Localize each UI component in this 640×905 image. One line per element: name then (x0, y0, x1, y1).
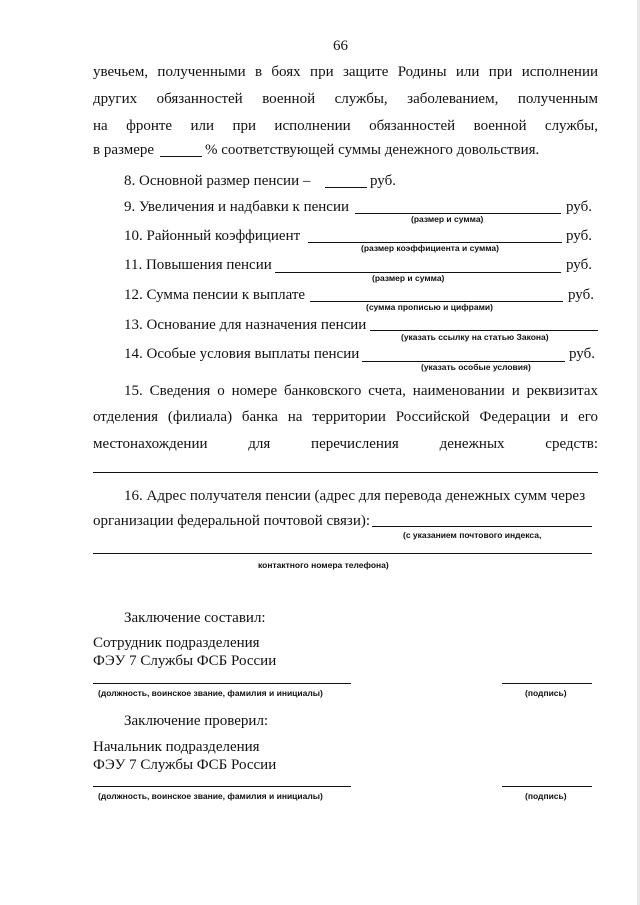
item-9-caption: (размер и сумма) (411, 214, 484, 224)
intro-line-4-suffix: % соответствующей суммы денежного довольствия. (205, 142, 540, 158)
item-12-caption: (сумма прописью и цифрами) (366, 302, 493, 312)
intro-line-1: увечьем, полученными в боях при защите Родины или при исполнении (93, 64, 598, 80)
checked-line-2: ФЭУ 7 Службы ФСБ России (93, 757, 277, 773)
page-number: 66 (333, 38, 348, 54)
item-13-field-line[interactable] (370, 330, 598, 331)
intro-line-3: на фронте или при исполнении обязанностей военной службы, (93, 118, 598, 134)
item-12-unit: руб. (568, 287, 594, 303)
item-10-label: 10. Районный коэффициент (124, 228, 301, 244)
checked-line-1: Начальник подразделения (93, 739, 260, 755)
item-11-label: 11. Повышения пенсии (124, 257, 272, 273)
intro-line-2: других обязанностей военной службы, заболеванием, полученным (93, 91, 598, 107)
item-11-caption: (размер и сумма) (372, 273, 445, 283)
item-15-line-3: местонахождении для перечисления денежных средств: (93, 436, 598, 452)
checked-caption-left: (должность, воинское звание, фамилия и инициалы) (98, 791, 323, 801)
checked-position-line[interactable] (93, 786, 351, 787)
composed-position-line[interactable] (93, 683, 351, 684)
item-16-field-line-2[interactable] (93, 553, 592, 554)
composed-signature-line[interactable] (502, 683, 592, 684)
composed-heading: Заключение составил: (124, 610, 266, 626)
item-16-caption-1: (с указанием почтового индекса, (403, 530, 542, 540)
item-9-unit: руб. (566, 199, 592, 215)
item-16-line-2: организации федеральной почтовой связи): (93, 513, 371, 529)
composed-caption-right: (подпись) (525, 688, 567, 698)
item-12-label: 12. Сумма пенсии к выплате (124, 287, 306, 303)
composed-line-1: Сотрудник подразделения (93, 635, 260, 651)
item-10-unit: руб. (566, 228, 592, 244)
item-15-field-line[interactable] (93, 472, 598, 473)
item-16-line-1: 16. Адрес получателя пенсии (адрес для перевода денежных сумм через (124, 488, 586, 504)
intro-line-4-prefix: в размере (93, 142, 155, 158)
item-13-caption: (указать ссылку на статью Закона) (401, 332, 549, 342)
item-15-line-2: отделения (филиала) банка на территории Российской Федерации и его (93, 409, 598, 425)
item-13-label: 13. Основание для назначения пенсии (124, 317, 367, 333)
item-16-caption-2: контактного номера телефона) (258, 560, 389, 570)
checked-signature-line[interactable] (502, 786, 592, 787)
item-10-caption: (размер коэффициента и сумма) (361, 243, 499, 253)
composed-line-2: ФЭУ 7 Службы ФСБ России (93, 653, 277, 669)
checked-heading: Заключение проверил: (124, 713, 269, 729)
item-8-unit: руб. (370, 173, 396, 189)
item-8-field-line[interactable] (325, 187, 367, 188)
composed-caption-left: (должность, воинское звание, фамилия и инициалы) (98, 688, 323, 698)
item-14-unit: руб. (569, 346, 595, 362)
item-14-caption: (указать особые условия) (421, 362, 531, 372)
percent-field-line[interactable] (160, 156, 202, 157)
checked-caption-right: (подпись) (525, 791, 567, 801)
item-9-label: 9. Увеличения и надбавки к пенсии (124, 199, 349, 215)
item-8-label: 8. Основной размер пенсии – (124, 173, 311, 189)
item-11-unit: руб. (566, 257, 592, 273)
item-15-line-1: 15. Сведения о номере банковского счета, наименовании и реквизитах (124, 383, 598, 399)
item-14-label: 14. Особые условия выплаты пенсии (124, 346, 360, 362)
item-16-field-line-1[interactable] (372, 526, 592, 527)
